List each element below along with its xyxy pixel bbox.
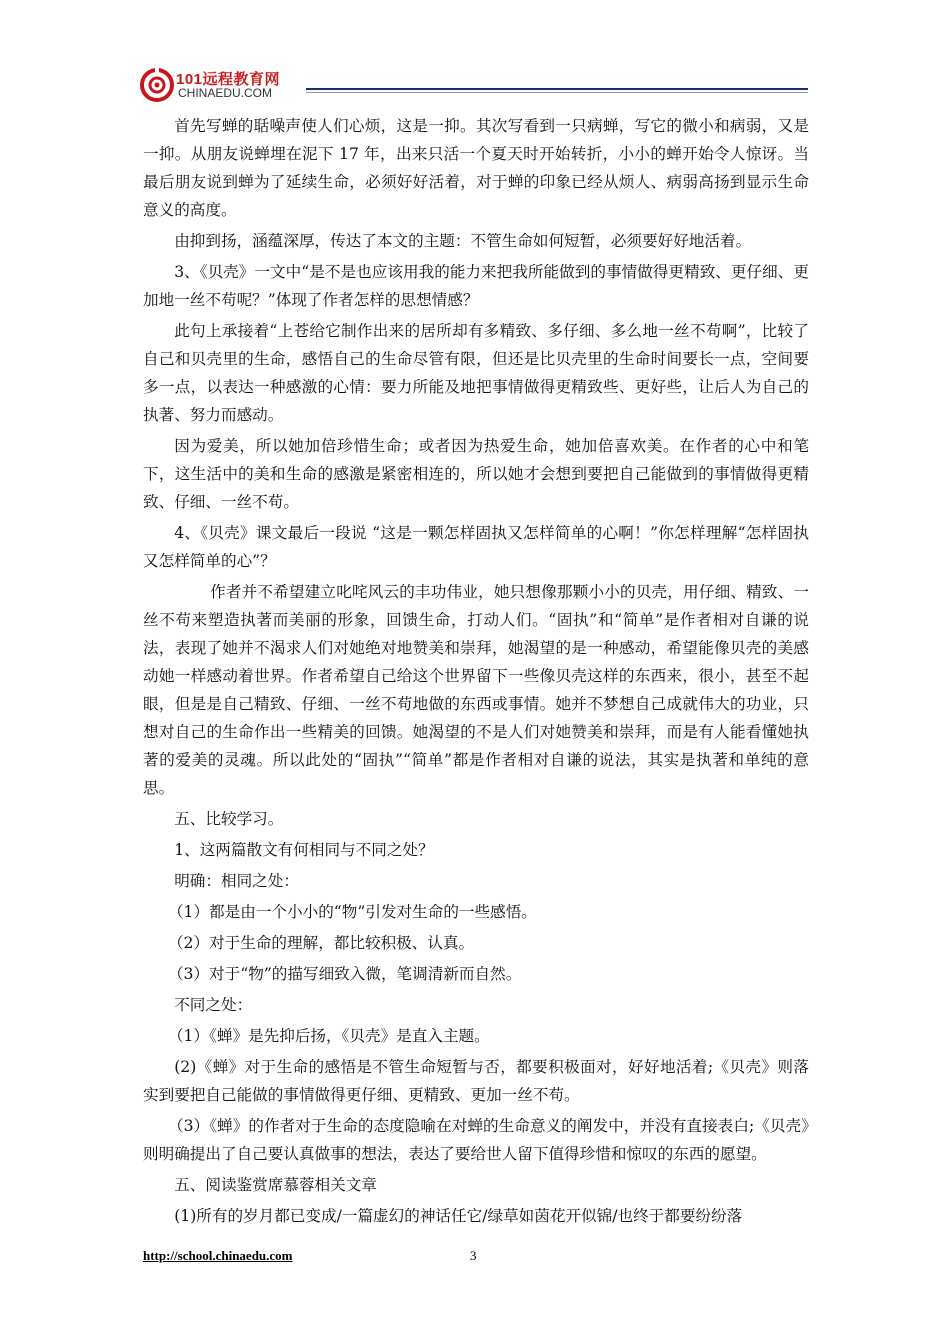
paragraph: 因为爱美，所以她加倍珍惜生命；或者因为热爱生命，她加倍喜欢美。在作者的心中和笔下，这生活中的美和生命的感激是紧密相连的，所以她才会想到要把自己能做到的事情做得更精致、仔细、一丝不苟。 bbox=[143, 437, 809, 511]
document-body bbox=[143, 112, 809, 1230]
paragraph: 首先写蝉的聒噪声使人们心烦，这是一抑。其次写看到一只病蝉，写它的微小和病弱，又是一抑。从朋友说蝉埋在泥下 17 年，出来只活一个夏天时开始转折，小小的蝉开始令人惊讶。当最后朋友说到蝉为了延续生命，必须好好活着，对于蝉的印象已经从烦人、病弱高扬到显示生命意义的高度。 bbox=[143, 117, 809, 219]
list-item: （1）《蝉》是先抑后扬，《贝壳》是直入主题。 bbox=[167, 1027, 490, 1045]
paragraph: 作者并不希望建立叱咤风云的丰功伟业，她只想像那颗小小的贝壳，用仔细、精致、一丝不苟来塑造执著而美丽的形象，回馈生命，打动人们。“固执”和“简单”是作者相对自谦的说法，表现了她并不渴求人们对她绝对地赞美和崇拜，她渴望的是一种感动，希望能像贝壳的美感动她一样感动着世界。作者希望自己给这个世界留下一些像贝壳这样的东西来，很小，甚至不起眼，但是是自己精致、仔细、一丝不苟地做的东西或事情。她并不梦想自己成就伟大的功业，只想对自己的生命作出一些精美的回馈。她渴望的不是人们对她赞美和崇拜，而是有人能看懂她执著的爱美的灵魂。所以此处的“固执”“简单”都是作者相对自谦的说法，其实是执著和单纯的意思。 bbox=[143, 583, 809, 797]
logo-mark-icon bbox=[140, 68, 174, 102]
list-item: (2)《蝉》对于生命的感悟是不管生命短暂与否，都要积极面对，好好地活着;《贝壳》则落实到要把自己能做的事情做得更仔细、更精致、更加一丝不苟。 bbox=[143, 1058, 809, 1104]
question-heading: 3、《贝壳》一文中“是不是也应该用我的能力来把我所能做到的事情做得更精致、更仔细、更加地一丝不苟呢？”体现了作者怎样的思想情感？ bbox=[143, 263, 809, 309]
paragraph: 由抑到扬，涵蕴深厚，传达了本文的主题：不管生命如何短暂，必须要好好地活着。 bbox=[174, 232, 752, 250]
paragraph: 明确：相同之处： bbox=[174, 872, 299, 890]
header-rule-thin bbox=[306, 92, 808, 93]
paragraph: 此句上承接着“上苍给它制作出来的居所却有多精致、多仔细、多么地一丝不苟啊”，比较了自己和贝壳里的生命，感悟自己的生命尽管有限，但还是比贝壳里的生命时间要长一点，空间要多一点，以表达一种感激的心情：要力所能及地把事情做得更精致些、更好些，让后人为自己的执著、努力而感动。 bbox=[143, 322, 809, 424]
question-heading: 1、这两篇散文有何相同与不同之处？ bbox=[174, 841, 434, 859]
list-item: （3）《蝉》的作者对于生命的态度隐喻在对蝉的生命意义的阐发中，并没有直接表白;《贝壳》则明确提出了自己要认真做事的想法，表达了要给世人留下值得珍惜和惊叹的东西的愿望。 bbox=[143, 1117, 809, 1163]
section-heading: 五、比较学习。 bbox=[174, 810, 284, 828]
page-number: 3 bbox=[470, 1248, 477, 1263]
footer-site-link[interactable]: http://school.chinaedu.com bbox=[143, 1248, 293, 1263]
header-rule bbox=[306, 88, 808, 90]
question-heading: 4、《贝壳》课文最后一段说 “这是一颗怎样固执又怎样简单的心啊！”你怎样理解“怎样固执又怎样简单的心”？ bbox=[143, 524, 809, 570]
section-heading: 五、阅读鉴赏席慕蓉相关文章 bbox=[174, 1176, 377, 1194]
site-logo[interactable] bbox=[140, 64, 300, 108]
list-item: （1）都是由一个小小的“物”引发对生命的一些感悟。 bbox=[167, 903, 537, 921]
paragraph: 不同之处： bbox=[174, 996, 253, 1014]
list-item: (1)所有的岁月都已变成/一篇虚幻的神话任它/绿草如茵花开似锦/也终于都要纷纷落 bbox=[174, 1207, 743, 1225]
logo-domain: CHINAEDU.COM bbox=[178, 86, 273, 100]
list-item: （3）对于“物”的描写细致入微，笔调清新而自然。 bbox=[167, 965, 522, 983]
list-item: （2）对于生命的理解，都比较积极、认真。 bbox=[167, 934, 475, 952]
page-header bbox=[140, 64, 808, 108]
logo-name: 101远程教育网 bbox=[176, 71, 281, 88]
